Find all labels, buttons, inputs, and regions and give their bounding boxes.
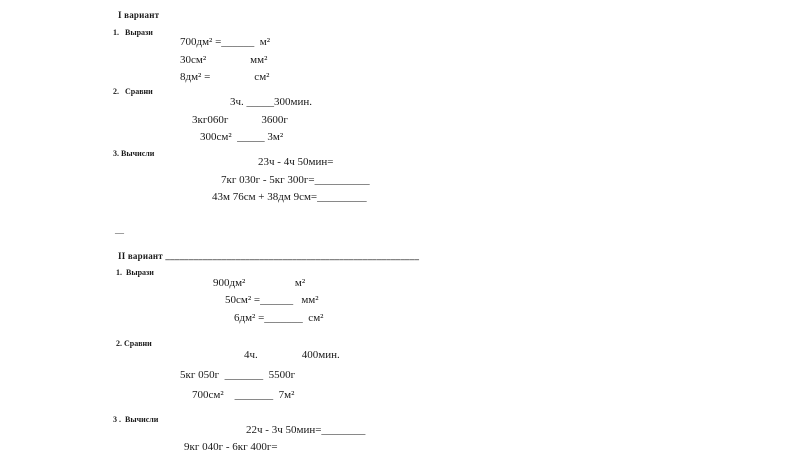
v2-task-1-line-1: 900дм² м² (213, 277, 306, 289)
v1-task-1-line-1: 700дм² =______ м² (180, 36, 271, 48)
v2-task-1-line-3: 6дм² =_______ см² (234, 312, 324, 324)
v1-task-1-line-2: 30см² мм² (180, 54, 268, 66)
v1-task-2-line-1: 3ч. _____300мин. (230, 96, 313, 108)
variant-1-title: I вариант (118, 10, 160, 20)
v2-task-1-label: 1. Вырази (116, 268, 154, 277)
separator-mark: __ (115, 225, 124, 235)
v1-task-2-label: 2. Сравни (113, 87, 153, 96)
v1-task-2-line-2: 3кг060г 3600г (192, 114, 288, 126)
v1-task-1-label: 1. Вырази (113, 28, 153, 37)
v2-task-2-line-3: 700см² _______ 7м² (192, 389, 295, 401)
v1-task-3-label: 3. Вычисли (113, 149, 155, 158)
v2-task-1-line-2: 50см² =______ мм² (225, 294, 319, 306)
v2-task-2-line-2: 5кг 050г _______ 5500г (180, 369, 296, 381)
variant-2-title: II вариант ______________________________________________________ (118, 251, 420, 261)
v2-task-2-label: 2. Сравни (116, 339, 152, 348)
v1-task-3-line-2: 7кг 030г - 5кг 300г=__________ (221, 174, 370, 186)
v1-task-2-line-3: 300см² _____ 3м² (200, 131, 284, 143)
v1-task-3-line-3: 43м 76см + 38дм 9см=_________ (212, 191, 367, 203)
v2-task-3-label: 3 . Вычисли (113, 415, 159, 424)
v2-task-2-line-1: 4ч. 400мин. (244, 349, 340, 361)
v1-task-1-line-3: 8дм² = см² (180, 71, 270, 83)
v1-task-3-line-1: 23ч - 4ч 50мин= (258, 156, 334, 168)
v2-task-3-line-1: 22ч - 3ч 50мин=________ (246, 424, 366, 436)
v2-task-3-line-2: 9кг 040г - 6кг 400г= (184, 441, 278, 453)
